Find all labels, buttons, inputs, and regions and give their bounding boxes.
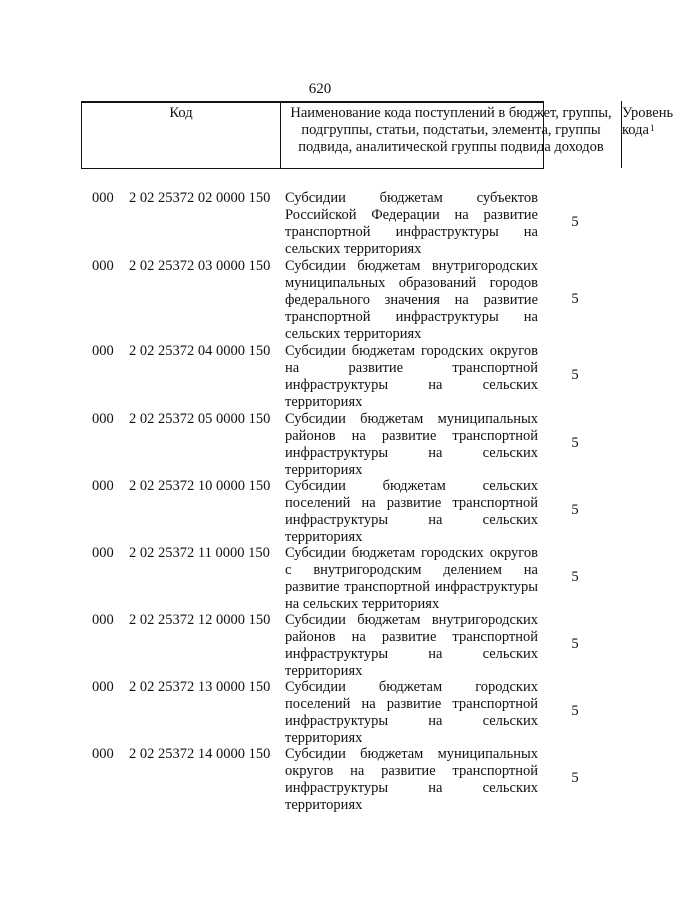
table-row	[0, 746, 640, 814]
header-code	[82, 101, 281, 168]
code-level: 5	[571, 770, 579, 786]
revenue-code: 2 02 25372 04 0000 150	[129, 343, 271, 359]
code-level: 5	[571, 214, 579, 230]
code-level: 5	[571, 367, 579, 383]
revenue-name: Субсидии бюджетам городских поселений на развитие транспортной инфраструктуры на сельских территориях	[285, 679, 538, 746]
admin-code: 000	[92, 679, 114, 695]
code-level: 5	[571, 569, 579, 585]
revenue-code: 2 02 25372 05 0000 150	[129, 411, 271, 427]
header-name-label: Наименование кода поступлений в бюджет, группы, подгруппы, статьи, подстатьи, элемента, группы подвида, аналитической группы подвида доходов	[290, 105, 612, 155]
revenue-name: Субсидии бюджетам субъектов Российской Федерации на развитие транспортной инфраструктуры на сельских территориях	[285, 190, 538, 257]
revenue-name: Субсидии бюджетам внутригородских районов на развитие транспортной инфраструктуры на сельских территориях	[285, 612, 538, 679]
revenue-name: Субсидии бюджетам сельских поселений на развитие транспортной инфраструктуры на сельских территориях	[285, 478, 538, 545]
footnote-marker: 1	[649, 123, 655, 133]
revenue-code: 2 02 25372 10 0000 150	[129, 478, 271, 494]
header-code-label: Код	[169, 105, 193, 121]
revenue-code: 2 02 25372 03 0000 150	[129, 258, 271, 274]
revenue-code: 2 02 25372 11 0000 150	[129, 545, 270, 561]
revenue-code: 2 02 25372 13 0000 150	[129, 679, 271, 695]
admin-code: 000	[92, 411, 114, 427]
table-row	[0, 258, 640, 343]
code-level: 5	[571, 291, 579, 307]
table-header	[81, 101, 673, 169]
revenue-name: Субсидии бюджетам муниципальных районов на развитие транспортной инфраструктуры на сельских территориях	[285, 411, 538, 478]
page-number: 620	[308, 81, 332, 97]
table-row	[0, 411, 640, 478]
revenue-code: 2 02 25372 14 0000 150	[129, 746, 271, 762]
code-level: 5	[571, 435, 579, 451]
table-row	[0, 190, 640, 258]
revenue-name: Субсидии бюджетам городских округов с внутригородским делением на развитие транспортной инфраструктуры на сельских территориях	[285, 545, 538, 612]
code-level: 5	[571, 703, 579, 719]
admin-code: 000	[92, 343, 114, 359]
admin-code: 000	[92, 478, 114, 494]
admin-code: 000	[92, 746, 114, 762]
table-row	[0, 612, 640, 679]
revenue-name: Субсидии бюджетам городских округов на развитие транспортной инфраструктуры на сельских территориях	[285, 343, 538, 410]
header-name	[281, 101, 622, 168]
revenue-code: 2 02 25372 12 0000 150	[129, 612, 271, 628]
table-row	[0, 545, 640, 612]
admin-code: 000	[92, 258, 114, 274]
header-level-label: Уровень кода	[622, 105, 673, 138]
table-row	[0, 478, 640, 545]
table-row	[0, 343, 640, 411]
table-row	[0, 679, 640, 746]
table-body	[0, 190, 640, 814]
admin-code: 000	[92, 545, 114, 561]
code-level: 5	[571, 636, 579, 652]
revenue-name: Субсидии бюджетам внутригородских муниципальных образований городов федерального значения на развитие транспортной инфраструктуры на сельских территориях	[285, 258, 538, 342]
admin-code: 000	[92, 190, 114, 206]
code-level: 5	[571, 502, 579, 518]
revenue-name: Субсидии бюджетам муниципальных округов на развитие транспортной инфраструктуры на сельских территориях	[285, 746, 538, 813]
admin-code: 000	[92, 612, 114, 628]
revenue-code: 2 02 25372 02 0000 150	[129, 190, 271, 206]
